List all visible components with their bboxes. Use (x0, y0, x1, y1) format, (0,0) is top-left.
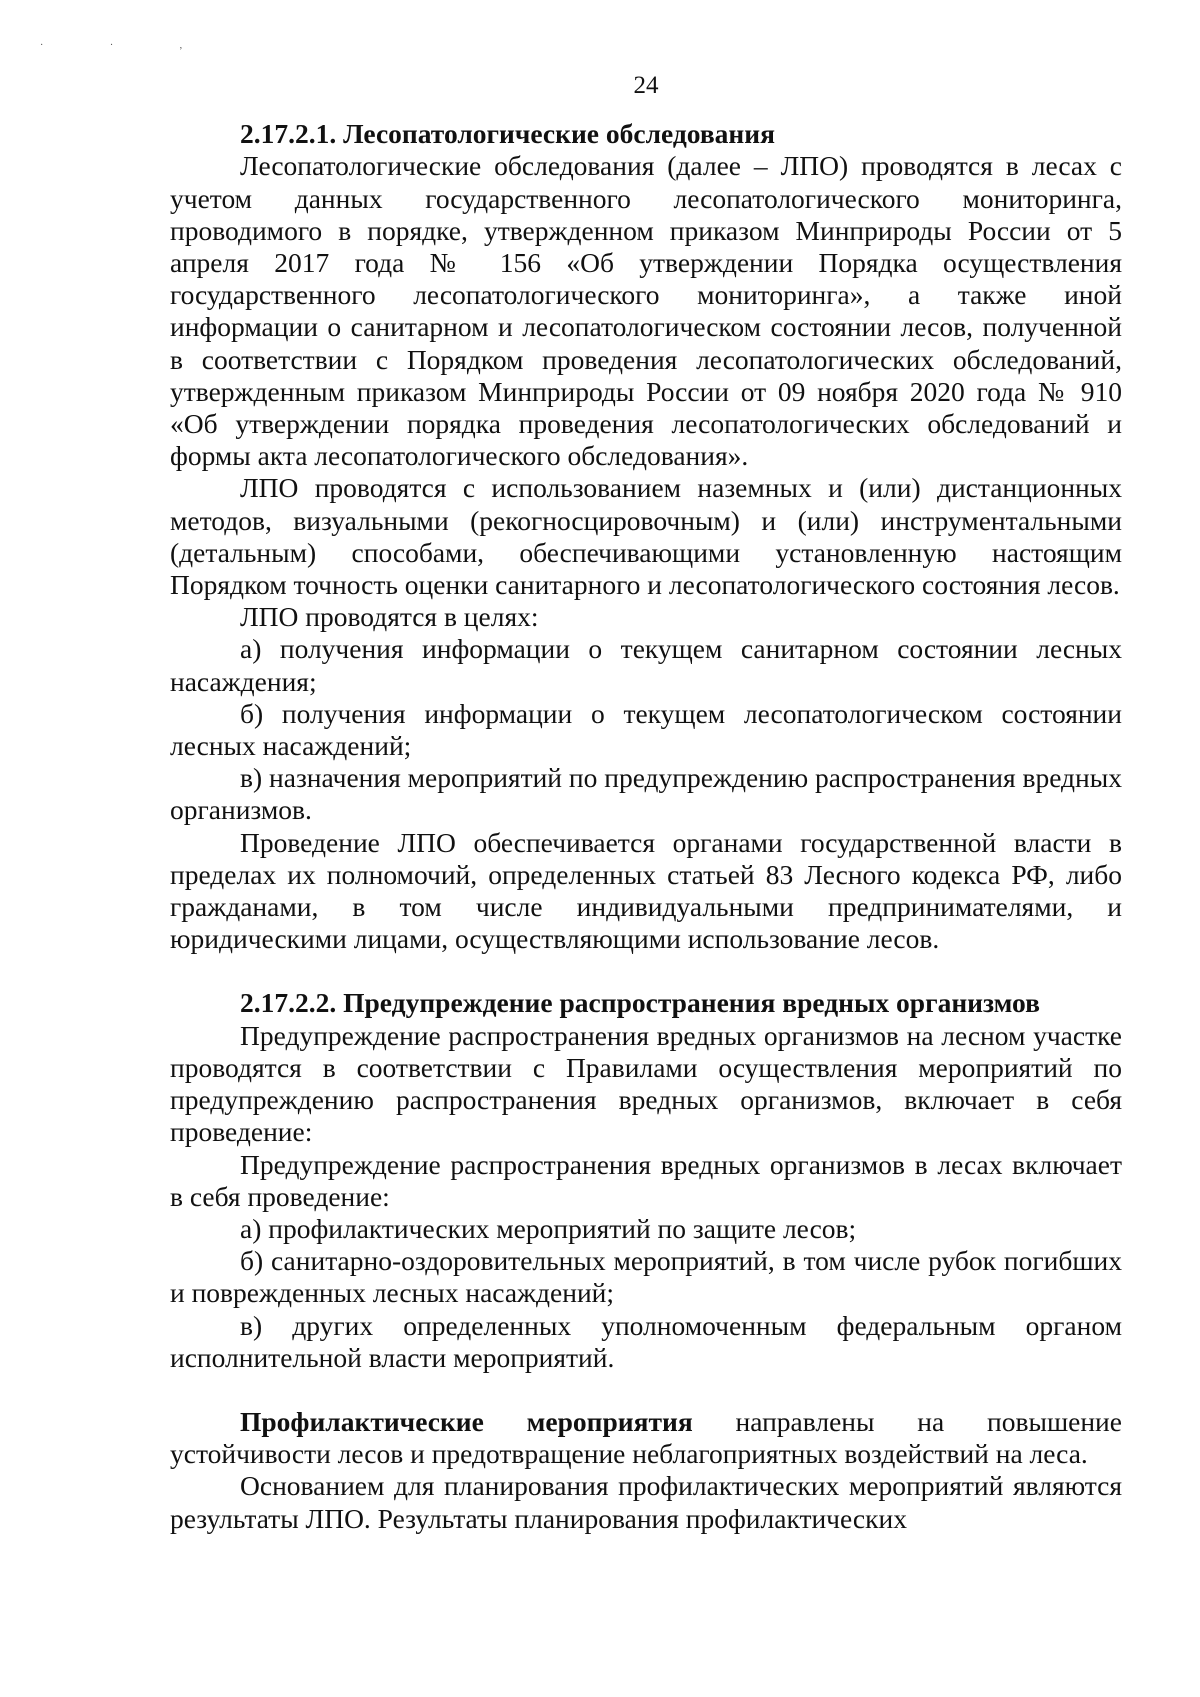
spacer (170, 1374, 1122, 1406)
list-item: а) получения информации о текущем санитарном состоянии лесных насаждения; (170, 633, 1122, 697)
list-item: в) назначения мероприятий по предупреждению распространения вредных организмов. (170, 762, 1122, 826)
paragraph: ЛПО проводятся в целях: (240, 601, 539, 633)
list-item: в) других определенных уполномоченным федеральным органом исполнительной власти мероприятий. (170, 1309, 1122, 1373)
list-item: б) санитарно-оздоровительных мероприятий, в том числе рубок погибших и поврежденных лесных насаждений; (170, 1245, 1122, 1309)
document-page (170, 70, 1122, 1535)
scan-artifact-dots: · · , (40, 40, 215, 51)
paragraph: Предупреждение распространения вредных организмов в лесах включает в себя проведение: (170, 1148, 1122, 1212)
paragraph: Предупреждение распространения вредных организмов на лесном участке проводятся в соответствии с Правилами осуществления мероприятий по предупреждению распространения вредных организмов, включает в себя проведение: (170, 1019, 1122, 1148)
spacer (170, 955, 1122, 987)
paragraph: ЛПО проводятся с использованием наземных и (или) дистанционных методов, визуальными (рекогносцировочным) и (или) инструментальными (детальным) способами, обеспечивающими установленную настоящим Порядком точность оценки санитарного и лесопатологического состояния лесов. (170, 472, 1122, 601)
paragraph: Лесопатологические обследования (далее – ЛПО) проводятся в лесах с учетом данных государственного лесопатологического мониторинга, проводимого в порядке, утвержденном приказом Минприроды России от 5 апреля 2017 года № 156 «Об утверждении Порядка осуществления государственного лесопатологического мониторинга», а также иной информации о санитарном и лесопатологическом состоянии лесов, полученной в соответствии с Порядком проведения лесопатологических обследований, утвержденным приказом Минприроды России от 09 ноября 2020 года № 910 «Об утверждении порядка проведения лесопатологических обследований и формы акта лесопатологического обследования». (170, 150, 1122, 472)
paragraph-preventive-measures (170, 1406, 1122, 1470)
paragraph: Проведение ЛПО обеспечивается органами государственной власти в пределах их полномочий, определенных статьей 83 Лесного кодекса РФ, либо гражданами, в том числе индивидуальными предпринимателями, и юридическими лицами, осуществляющими использование лесов. (170, 826, 1122, 955)
section-heading-pest-prevention: 2.17.2.2. Предупреждение распространения вредных организмов (240, 987, 1040, 1019)
paragraph: Основанием для планирования профилактических мероприятий являются результаты ЛПО. Результаты планирования профилактических (170, 1470, 1122, 1534)
bold-term: Профилактические мероприятия (240, 1405, 693, 1437)
list-item: б) получения информации о текущем лесопатологическом состоянии лесных насаждений; (170, 697, 1122, 762)
paragraph-text: направлены на повышение устойчивости лесов и предотвращение неблагоприятных воздействий на леса. (170, 1405, 1122, 1470)
section-heading-forest-pathology-surveys: 2.17.2.1. Лесопатологические обследования (240, 118, 776, 150)
list-item: а) профилактических мероприятий по защите лесов; (240, 1212, 857, 1244)
page-number: 24 (633, 72, 659, 99)
